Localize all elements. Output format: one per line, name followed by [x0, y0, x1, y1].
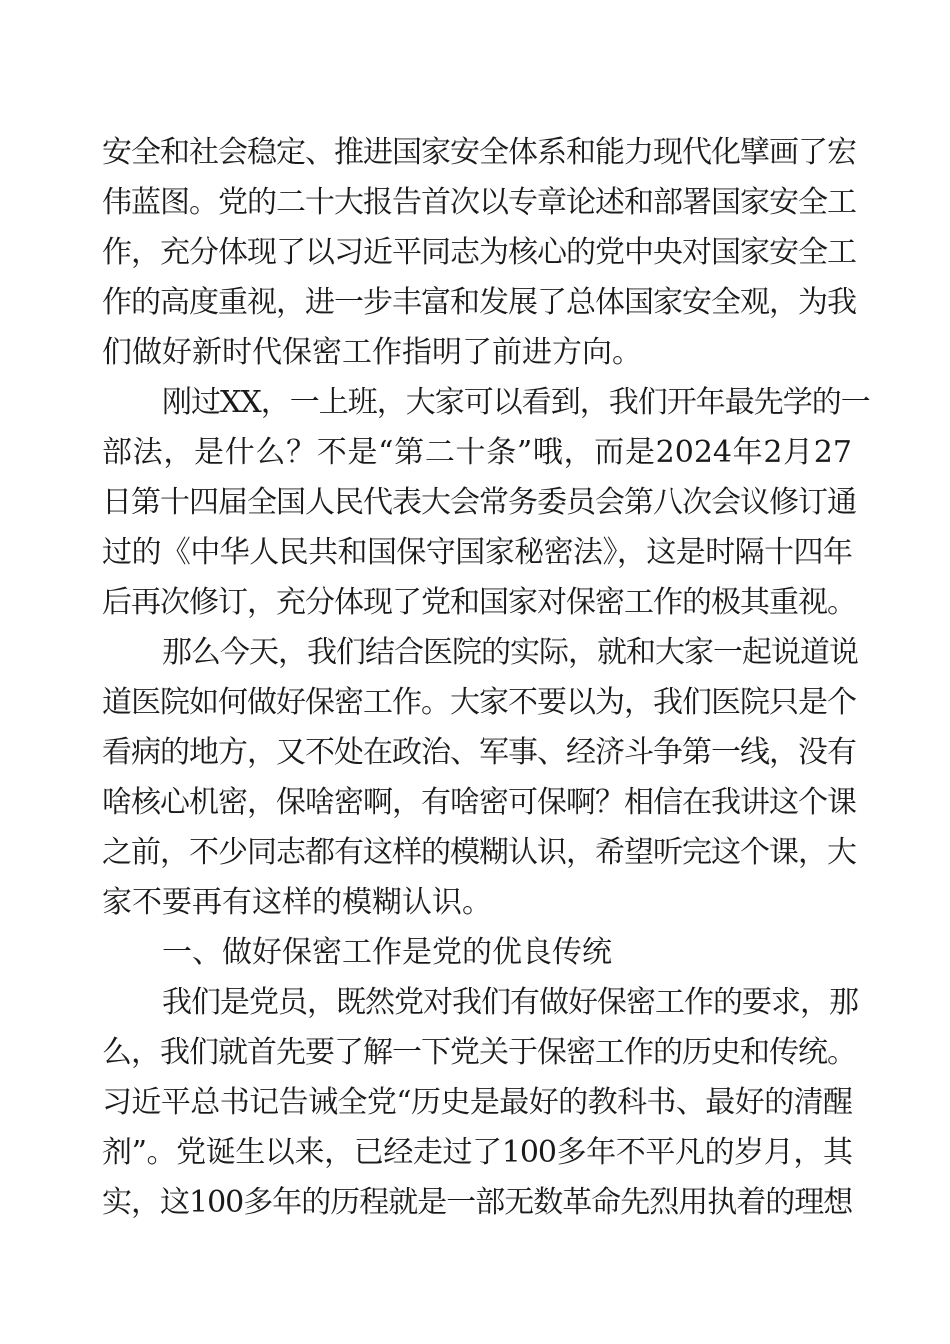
paragraph-first-line: 那么今天，我们结合医院的实际，就和大家一起说道说 — [162, 635, 858, 670]
text-line: 们做好新时代保密工作指明了前进方向。 — [102, 335, 642, 370]
text-line: 看病的地方，又不处在政治、军事、经济斗争第一线，没有 — [102, 735, 856, 770]
text-line: 啥核心机密，保啥密啊，有啥密可保啊？相信在我讲这个课 — [102, 785, 856, 820]
text-line: 习近平总书记告诫全党“历史是最好的教科书、最好的清醒 — [102, 1085, 852, 1120]
text-line: 道医院如何做好保密工作。大家不要以为，我们医院只是个 — [102, 685, 856, 720]
text-line: 么，我们就首先要了解一下党关于保密工作的历史和传统。 — [102, 1035, 856, 1070]
text-line: 作，充分体现了以习近平同志为核心的党中央对国家安全工 — [102, 235, 856, 270]
text-line: 安全和社会稳定、推进国家安全体系和能力现代化擘画了宏 — [102, 135, 856, 170]
document-body — [102, 128, 870, 1228]
text-line: 部法，是什么？不是“第二十条”哦，而是2024年2月27 — [102, 435, 852, 470]
text-line: 家不要再有这样的模糊认识。 — [102, 885, 492, 920]
text-line: 实，这100多年的历程就是一部无数革命先烈用执着的理想 — [102, 1185, 853, 1220]
text-line: 过的《中华人民共和国保守国家秘密法》，这是时隔十四年 — [102, 535, 852, 570]
text-line: 日第十四届全国人民代表大会常务委员会第八次会议修订通 — [102, 485, 856, 520]
text-line: 之前，不少同志都有这样的模糊认识，希望听完这个课，大 — [102, 835, 856, 870]
paragraph-first-line: 刚过XX，一上班，大家可以看到，我们开年最先学的一 — [162, 385, 870, 420]
text-line: 作的高度重视，进一步丰富和发展了总体国家安全观，为我 — [102, 285, 856, 320]
text-line: 后再次修订，充分体现了党和国家对保密工作的极其重视。 — [102, 585, 856, 620]
text-line: 伟蓝图。党的二十大报告首次以专章论述和部署国家安全工 — [102, 185, 856, 220]
section-heading: 一、做好保密工作是党的优良传统 — [162, 935, 612, 970]
text-line: 剂”。党诞生以来，已经走过了100多年不平凡的岁月，其 — [102, 1135, 852, 1170]
paragraph-first-line: 我们是党员，既然党对我们有做好保密工作的要求，那 — [162, 985, 858, 1020]
